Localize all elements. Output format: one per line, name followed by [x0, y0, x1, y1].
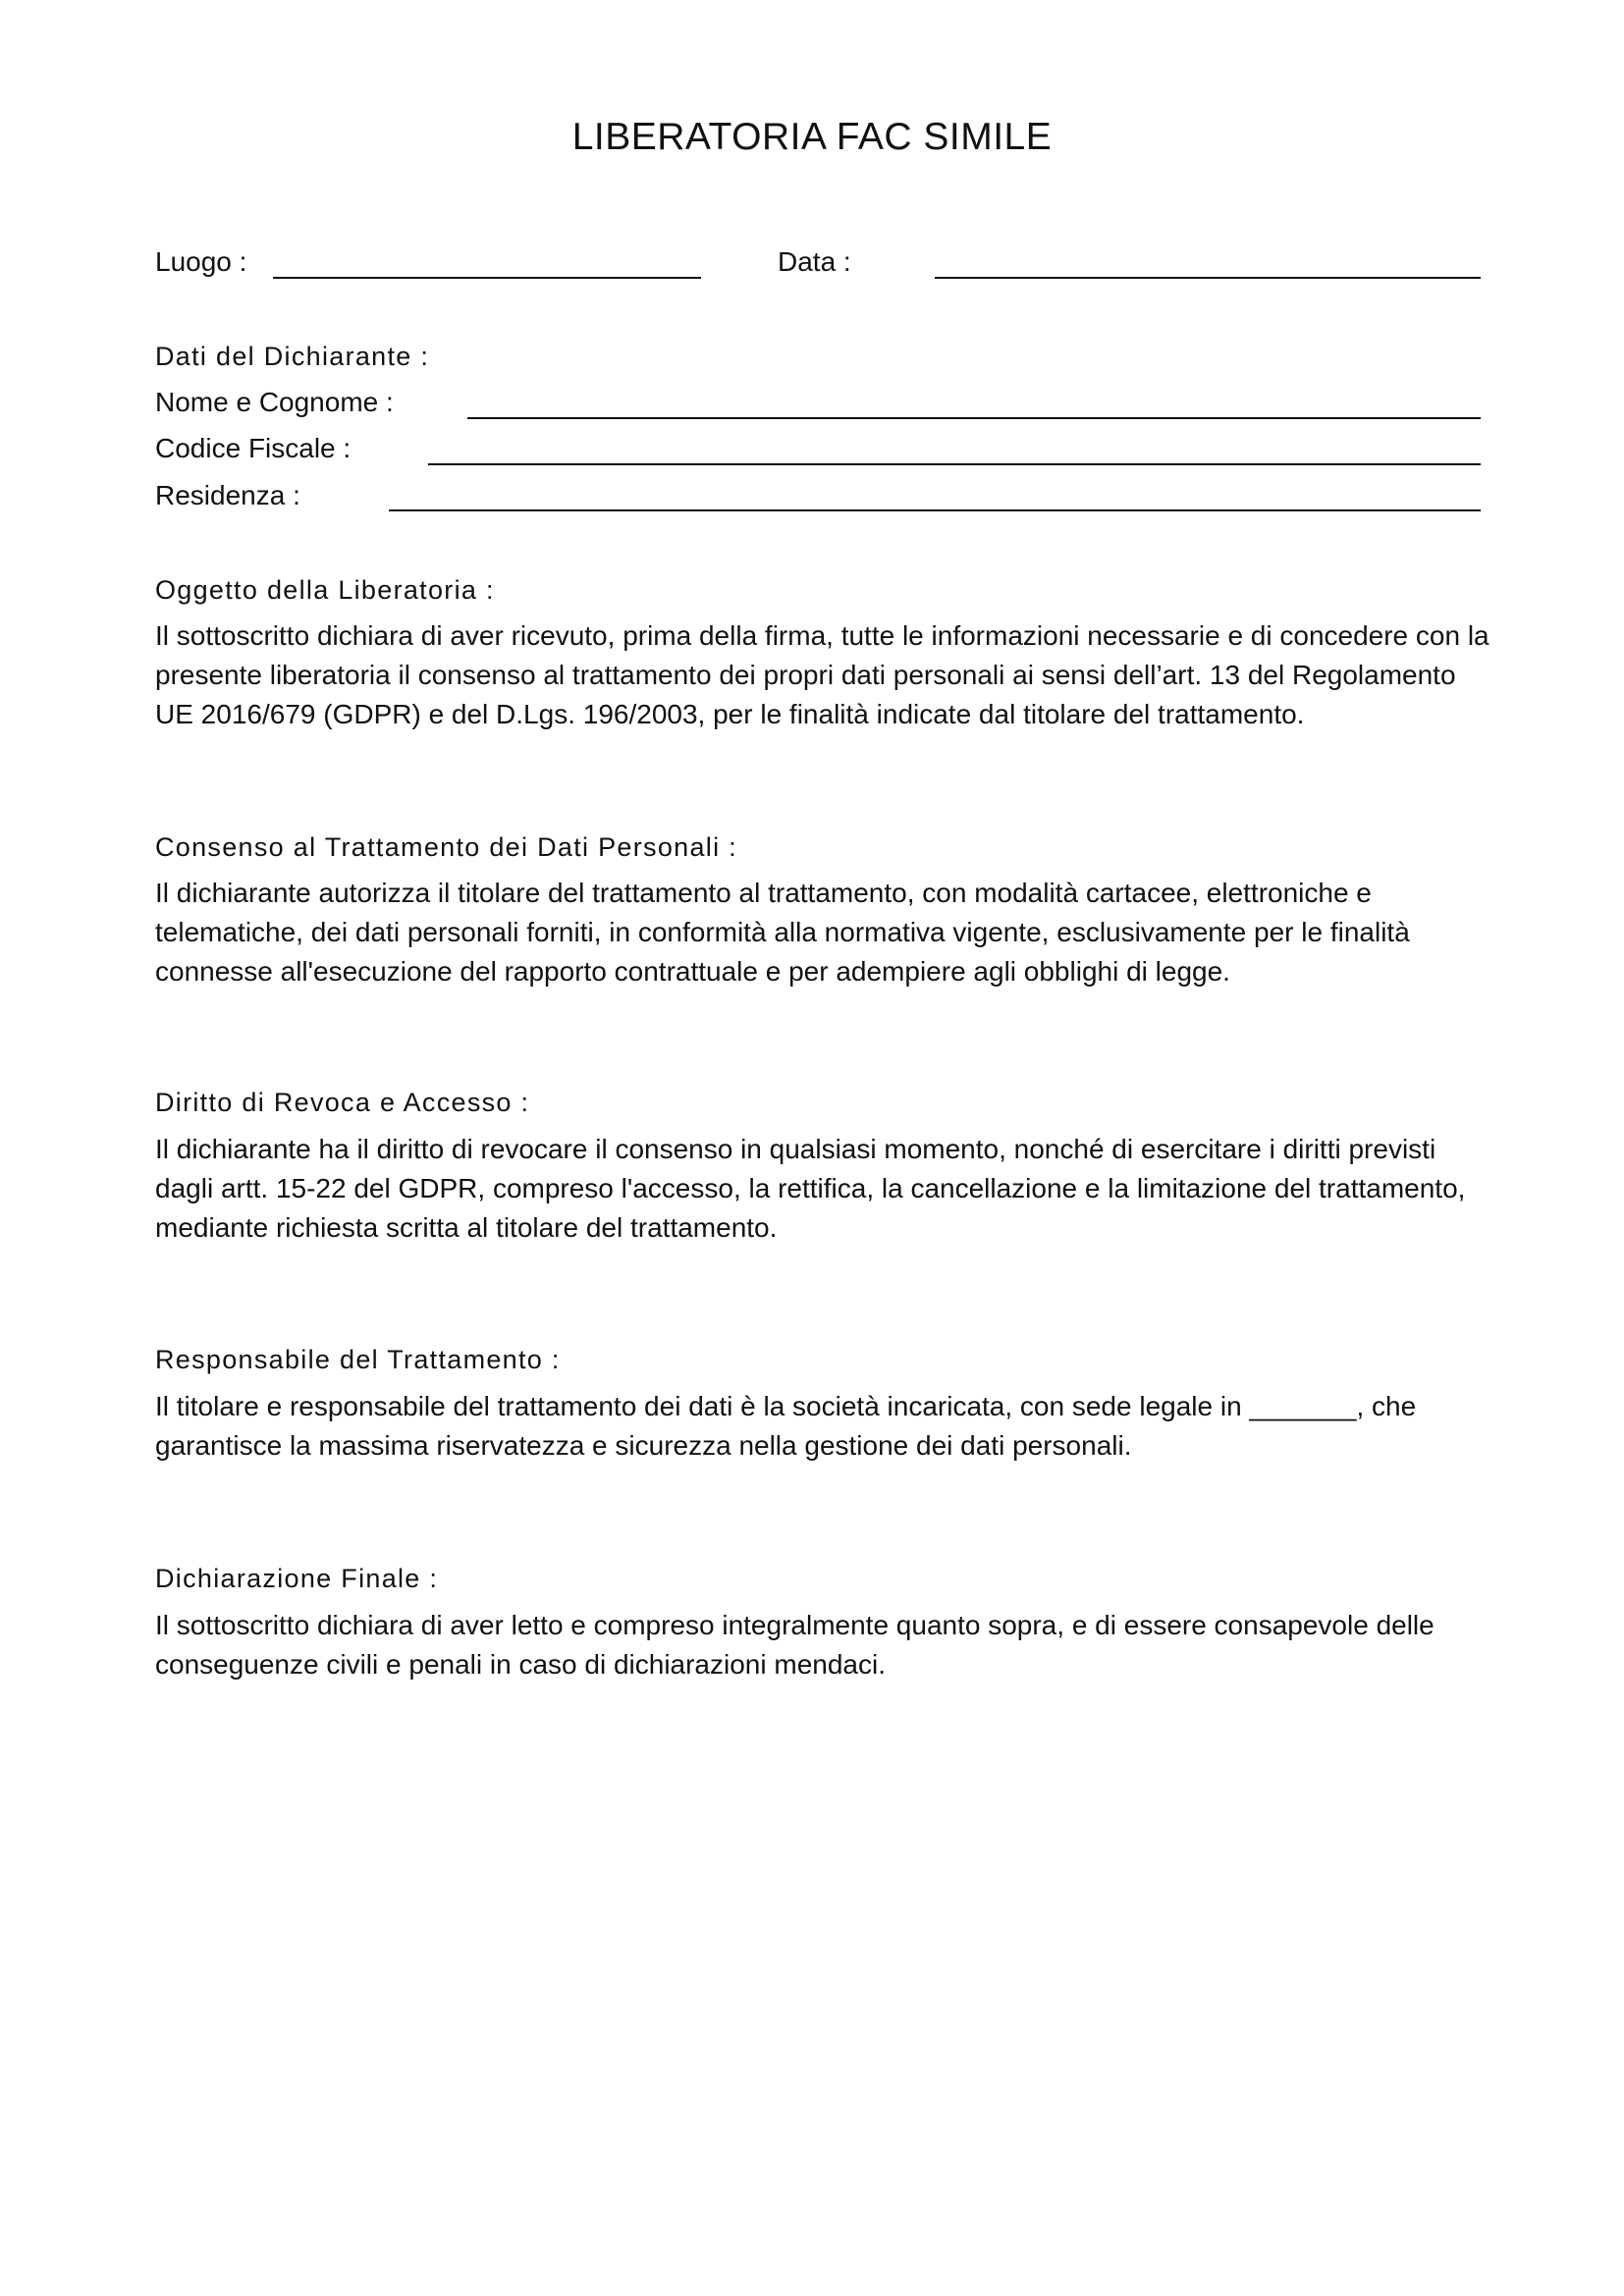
- document-title: LIBERATORIA FAC SIMILE: [571, 116, 1053, 158]
- section-heading-dichiarazione: Dichiarazione Finale :: [155, 1564, 439, 1593]
- section-body-oggetto: Il sottoscritto dichiara di aver ricevuto, prima della firma, tutte le informazioni necessarie e di concedere con la presente liberatoria il consenso al trattamento dei propri dati personali ai sensi dell’art. 13 del Regolamento UE 2016/679 (GDPR) e del D.Lgs. 196/2003, per le finalità indicate dal titolare del trattamento.: [155, 620, 1489, 729]
- luogo-label: Luogo :: [155, 246, 247, 277]
- nome-cognome-label: Nome e Cognome :: [155, 387, 394, 417]
- section-body-revoca: Il dichiarante ha il diritto di revocare il consenso in qualsiasi momento, nonché di esercitare i diritti previsti dagli artt. 15-22 del GDPR, compreso l'accesso, la rettifica, la cancellazione e la limitazione del trattamento, mediante richiesta scritta al titolare del trattamento.: [155, 1134, 1466, 1243]
- luogo-field[interactable]: [273, 277, 701, 279]
- data-field[interactable]: [935, 277, 1481, 279]
- data-label: Data :: [778, 246, 851, 277]
- section-heading-responsabile: Responsabile del Trattamento :: [155, 1345, 561, 1374]
- residenza-field[interactable]: [389, 509, 1481, 511]
- section-body-responsabile: Il titolare e responsabile del trattamento dei dati è la società incaricata, con sede legale in _______, che garantisce la massima riservatezza e sicurezza nella gestione dei dati personali.: [155, 1391, 1417, 1461]
- residenza-label: Residenza :: [155, 480, 300, 510]
- section-heading-revoca: Diritto di Revoca e Accesso :: [155, 1088, 530, 1117]
- section-body-dichiarazione: Il sottoscritto dichiara di aver letto e compreso integralmente quanto sopra, e di essere consapevole delle conseguenze civili e penali in caso di dichiarazioni mendaci.: [155, 1610, 1435, 1680]
- codice-fiscale-label: Codice Fiscale :: [155, 433, 352, 463]
- codice-fiscale-field[interactable]: [428, 463, 1481, 465]
- section-heading-oggetto: Oggetto della Liberatoria :: [155, 575, 495, 605]
- declarant-heading: Dati del Dichiarante :: [155, 342, 430, 371]
- section-heading-consenso: Consenso al Trattamento dei Dati Personali :: [155, 832, 737, 862]
- nome-cognome-field[interactable]: [467, 417, 1481, 419]
- section-body-consenso: Il dichiarante autorizza il titolare del trattamento al trattamento, con modalità cartacee, elettroniche e telematiche, dei dati personali forniti, in conformità alla normativa vigente, esclusivamente per le finalità connesse all'esecuzione del rapporto contrattuale e per adempiere agli obblighi di legge.: [155, 878, 1410, 987]
